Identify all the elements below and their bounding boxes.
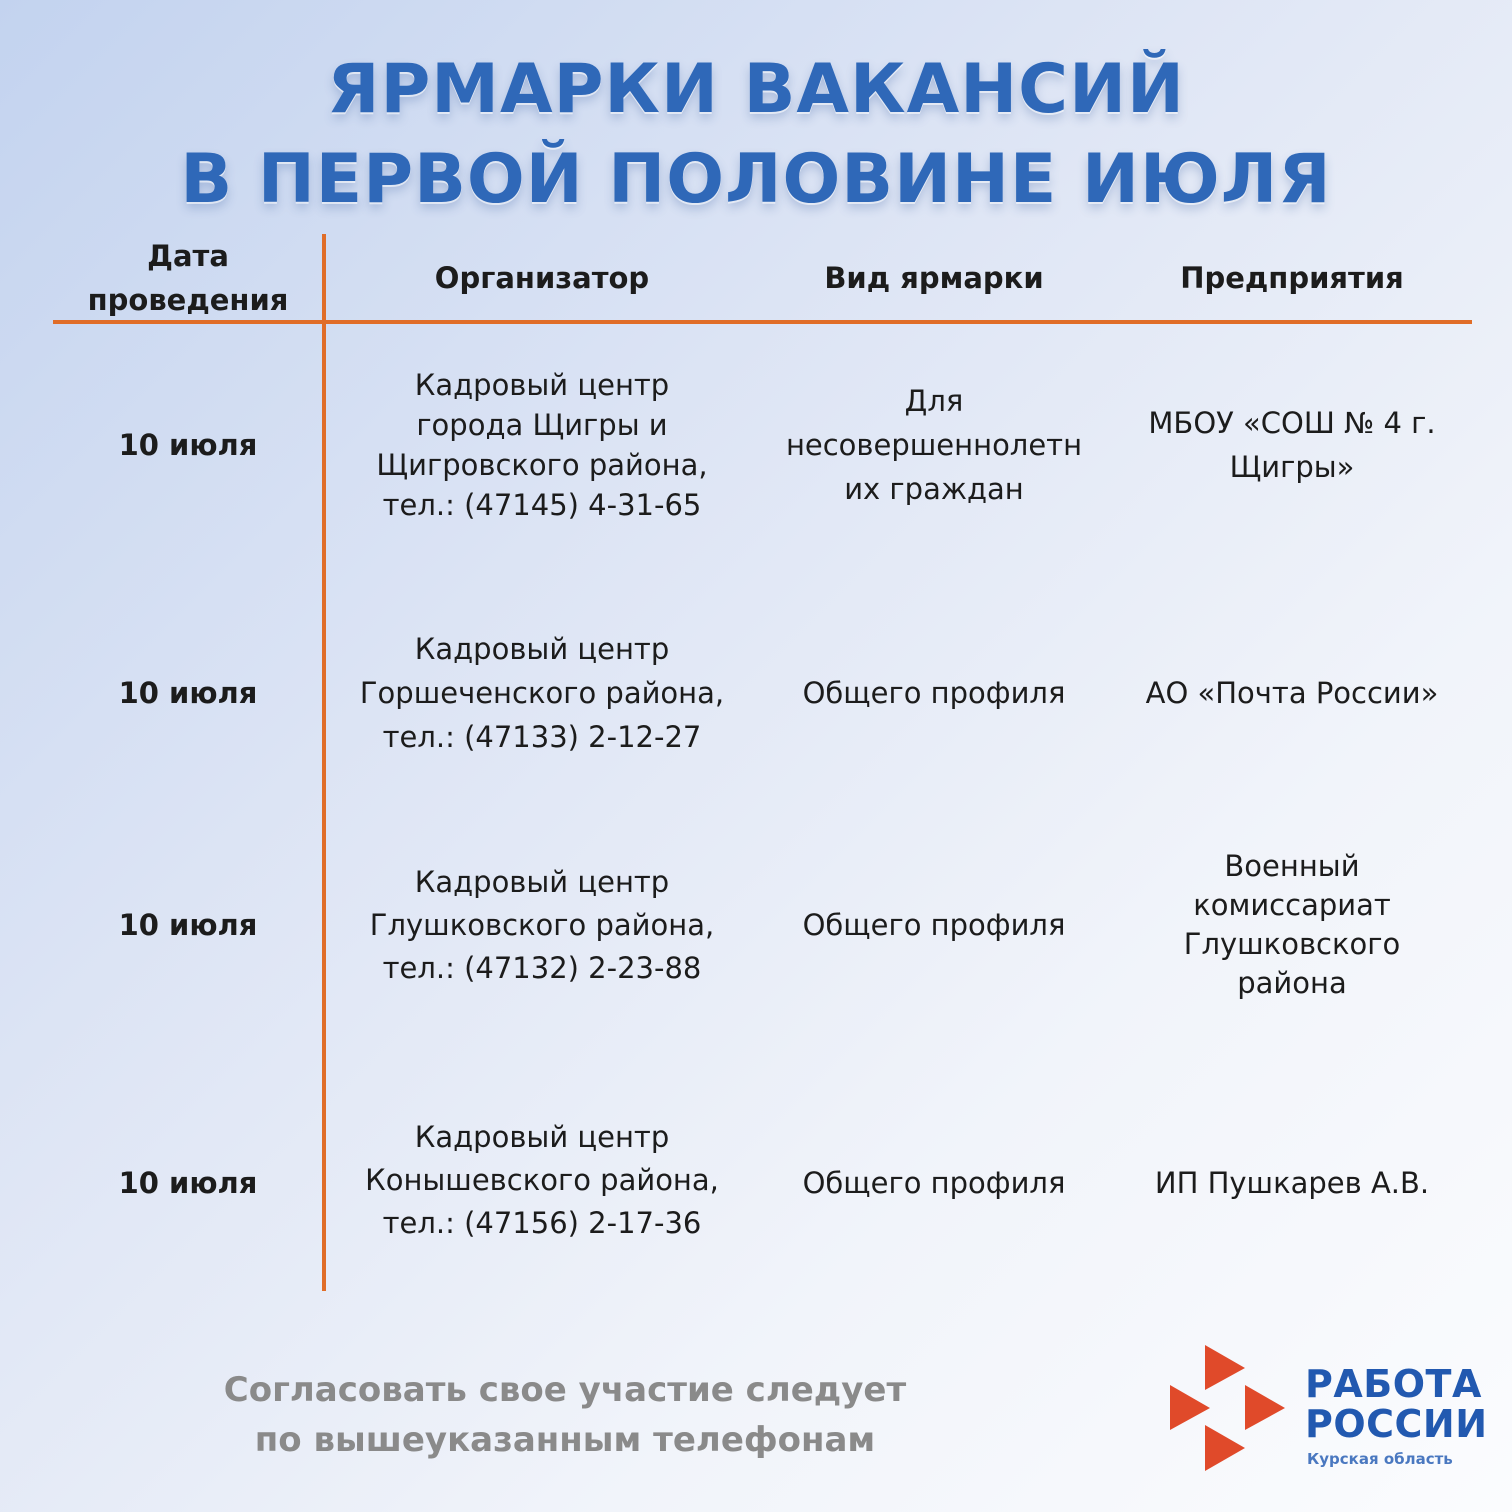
table-row-3-enterprise: Военный комиссариат Глушковского района	[1183, 849, 1401, 1000]
header-date: Дата проведения	[87, 239, 289, 317]
table-row-4-date: 10 июля	[118, 1166, 258, 1200]
table-row-4-enterprise: ИП Пушкарев А.В.	[1154, 1166, 1430, 1200]
table-row-4-type: Общего профиля	[802, 1166, 1066, 1200]
table-row-3-organizer: Кадровый центр Глушковского района, тел.: (47132) 2-23-88	[369, 864, 715, 985]
table-row-2-date: 10 июля	[118, 676, 258, 710]
table-row-4-organizer: Кадровый центр Конышевского района, тел.: (47156) 2-17-36	[365, 1119, 719, 1240]
logo-arrows-icon	[1165, 1340, 1295, 1480]
table-row-1-organizer: Кадровый центр города Щигры и Щигровского района, тел.: (47145) 4-31-65	[376, 368, 708, 522]
table-row-3-date: 10 июля	[118, 908, 258, 942]
table-row-1-enterprise: МБОУ «СОШ № 4 г. Щигры»	[1148, 406, 1436, 484]
logo-region: Курская область	[1307, 1450, 1453, 1468]
table-row-2-type: Общего профиля	[802, 676, 1066, 710]
page-title-line-2: В ПЕРВОЙ ПОЛОВИНЕ ИЮЛЯ	[180, 140, 1332, 219]
table-row-2-enterprise: АО «Почта России»	[1145, 676, 1439, 710]
table-row-1-date: 10 июля	[118, 428, 258, 462]
page-title-line-1: ЯРМАРКИ ВАКАНСИЙ	[327, 50, 1185, 129]
table-row-2-organizer: Кадровый центр Горшеченского района, тел.: (47133) 2-12-27	[359, 632, 725, 754]
header-type: Вид ярмарки	[824, 261, 1044, 295]
rabota-rossii-logo	[1165, 1340, 1495, 1480]
table-row-1-type: Для несовершеннолетн их граждан	[785, 384, 1083, 506]
table-row-3-type: Общего профиля	[802, 908, 1066, 942]
header-organizer: Организатор	[434, 261, 650, 295]
header-enterprise: Предприятия	[1180, 261, 1404, 295]
logo-name: РАБОТА РОССИИ	[1305, 1362, 1488, 1446]
footer-note: Согласовать свое участие следует по вышеуказанным телефонам	[223, 1370, 907, 1460]
